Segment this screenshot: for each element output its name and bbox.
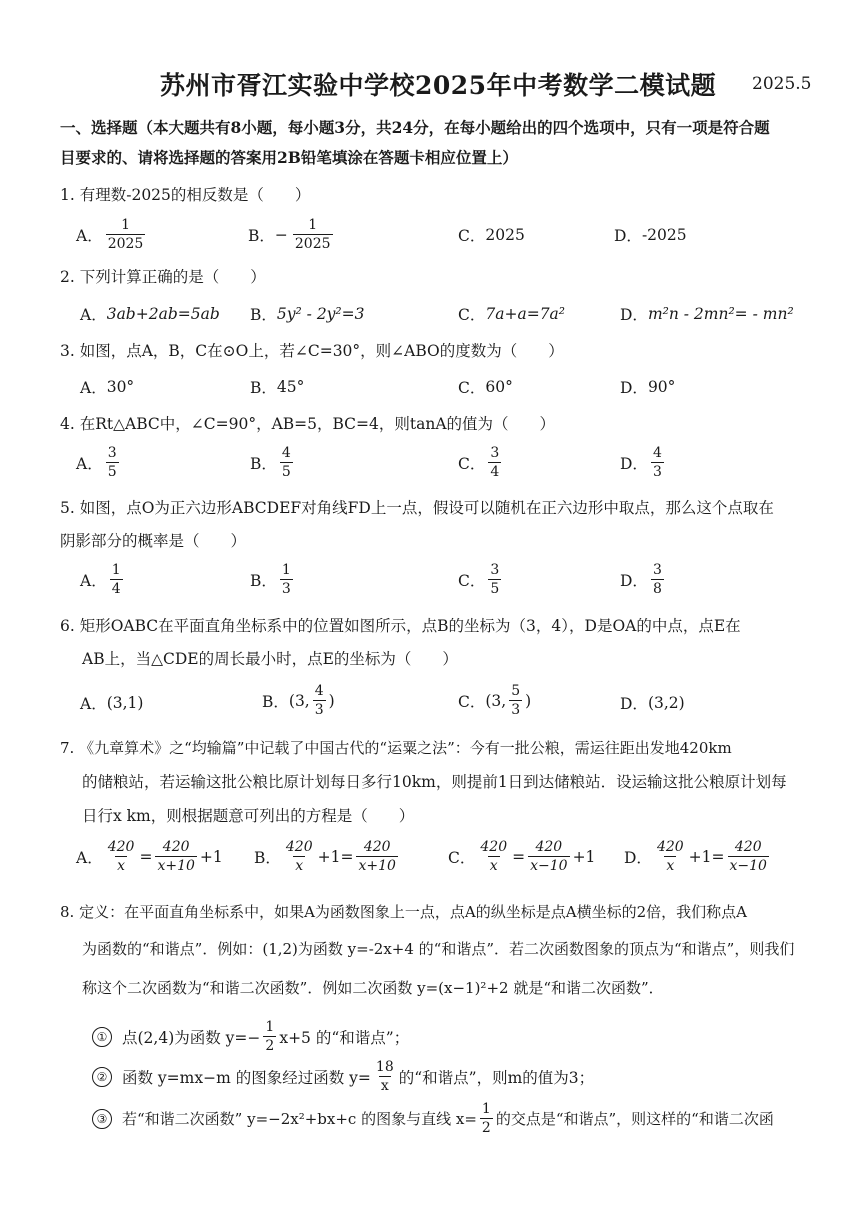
fraction	[280, 561, 293, 598]
option-label: A．	[76, 226, 103, 245]
q2-option-b[interactable]	[250, 303, 365, 325]
denominator: 5	[490, 581, 500, 597]
page-title: 苏州市胥江实验中学校2025年中考数学二模试题	[160, 71, 717, 100]
fraction	[263, 1018, 276, 1055]
coord-close: )	[525, 691, 532, 710]
option-text: 45°	[276, 378, 305, 396]
numerator: 3	[490, 562, 500, 578]
option-label: B．	[250, 306, 277, 324]
numerator: 3	[652, 562, 662, 578]
denominator: 3	[511, 702, 521, 718]
fraction	[155, 838, 196, 875]
q8-item-2	[92, 1058, 594, 1095]
option-label: C．	[458, 379, 486, 397]
option-label: B．	[250, 454, 277, 473]
section-header-line2: 目要求的、请将选择题的答案用2B铅笔填涂在答题卡相应位置上）	[60, 148, 518, 167]
numerator: 1	[481, 1101, 491, 1117]
option-label: A．	[80, 571, 107, 590]
fraction	[509, 682, 522, 719]
coord-open: (3,	[485, 691, 507, 710]
section-header-line1: 一、选择题（本大题共有8小题，每小题3分，共24分，在每小题给出的四个选项中，只有一项是符合题	[60, 118, 770, 137]
q6-stem-line2: AB上，当△CDE的周长最小时，点E的坐标为（ ）	[82, 650, 458, 668]
option-label: A．	[76, 848, 103, 867]
q7-option-d[interactable]	[624, 838, 772, 875]
fraction	[106, 444, 119, 481]
q6-option-a[interactable]	[80, 692, 143, 714]
numerator: 420	[535, 839, 563, 855]
operator: =	[512, 847, 526, 866]
numerator: 4	[314, 683, 324, 699]
denominator: 4	[490, 464, 500, 480]
q2-option-a[interactable]	[80, 303, 220, 325]
option-label: C．	[448, 848, 476, 867]
q5-option-c[interactable]	[458, 561, 504, 598]
fraction	[106, 838, 137, 875]
fraction	[655, 838, 686, 875]
option-text: 30°	[106, 378, 135, 396]
q4-option-c[interactable]	[458, 444, 504, 481]
q5-option-b[interactable]	[250, 561, 296, 598]
denominator: x−10	[729, 858, 767, 874]
option-text: 5y² - 2y²=3	[276, 305, 365, 323]
option-text: 2025	[485, 226, 525, 244]
option-label: C．	[458, 306, 486, 324]
q3-option-b[interactable]	[250, 376, 304, 398]
fraction	[478, 838, 509, 875]
option-text: 3ab+2ab=5ab	[106, 305, 220, 323]
minus-sign: −	[274, 225, 288, 244]
option-text: (3,2)	[647, 694, 685, 712]
fraction	[651, 444, 664, 481]
denominator: x	[666, 858, 675, 874]
q7-stem-line2: 的储粮站，若运输这批公粮比原计划每日多行10km，则提前1日到达储粮站．设运输这批公粮原计划每	[82, 773, 787, 791]
q4-option-d[interactable]	[620, 444, 667, 481]
denominator: 3	[281, 581, 291, 597]
denominator: 2	[481, 1120, 491, 1136]
numerator: 420	[480, 839, 508, 855]
q2-stem: 2. 下列计算正确的是（ ）	[60, 268, 266, 286]
option-label: D．	[620, 571, 648, 590]
fraction	[528, 838, 569, 875]
denominator: 5	[281, 464, 291, 480]
option-text: (3,1)	[106, 694, 144, 712]
q7-option-b[interactable]	[254, 838, 401, 875]
q5-option-a[interactable]	[80, 561, 126, 598]
denominator: 8	[652, 581, 662, 597]
q7-option-c[interactable]	[448, 838, 595, 875]
option-label: B．	[254, 848, 281, 867]
q5-stem-line1: 5. 如图，点O为正六边形ABCDEF对角线FD上一点，假设可以随机在正六边形中取点，那么这个点取在	[60, 499, 774, 517]
q2-option-c[interactable]	[458, 303, 565, 325]
denominator: x	[489, 858, 498, 874]
q1-option-a[interactable]	[76, 216, 148, 253]
q8-item-1	[92, 1018, 409, 1055]
option-label: C．	[458, 692, 486, 711]
q8-line1: 8. 定义：在平面直角坐标系中，如果A为函数图象上一点，点A的纵坐标是点A横坐标的2倍，我们称点A	[60, 903, 747, 921]
option-text: -2025	[641, 226, 687, 244]
denominator: x	[117, 858, 126, 874]
fraction	[284, 838, 315, 875]
denominator: x+10	[157, 858, 195, 874]
q6-option-d[interactable]	[620, 692, 685, 714]
q3-stem: 3. 如图，点A，B，C在⊙O上，若∠C=30°，则∠ABO的度数为（ ）	[60, 342, 564, 360]
circled-number: ③	[92, 1109, 112, 1129]
q1-option-d[interactable]	[614, 224, 687, 246]
numerator: 4	[281, 445, 291, 461]
operator: +1	[199, 847, 223, 866]
fraction	[356, 838, 397, 875]
option-label: C．	[458, 571, 486, 590]
operator: +1=	[317, 847, 354, 866]
option-label: D．	[620, 306, 648, 324]
q4-option-a[interactable]	[76, 444, 122, 481]
denominator: 3	[314, 702, 324, 718]
denominator: 2	[265, 1038, 275, 1054]
numerator: 5	[511, 683, 521, 699]
fraction	[488, 444, 501, 481]
fraction	[728, 838, 769, 875]
coord-open: (3,	[288, 691, 310, 710]
numerator: 420	[734, 839, 762, 855]
q6-option-c[interactable]	[458, 682, 531, 719]
fraction	[280, 444, 293, 481]
option-label: B．	[250, 379, 277, 397]
q2-option-d[interactable]	[620, 303, 794, 325]
option-text: m²n - 2mn²= - mn²	[647, 305, 794, 323]
numerator: 1	[308, 217, 318, 233]
circled-number: ①	[92, 1027, 112, 1047]
denominator: x	[295, 858, 304, 874]
q4-option-b[interactable]	[250, 444, 296, 481]
option-label: C．	[458, 454, 486, 473]
numerator: 3	[490, 445, 500, 461]
option-label: B．	[262, 692, 289, 711]
fraction	[110, 561, 123, 598]
numerator: 18	[375, 1059, 394, 1075]
option-label: A．	[76, 454, 103, 473]
q7-stem-line1: 7. 《九章算术》之“均输篇”中记载了中国古代的“运粟之法”：今有一批公粮，需运往距出发地420km	[60, 739, 732, 757]
q7-option-a[interactable]	[76, 838, 223, 875]
numerator: 1	[111, 562, 121, 578]
denominator: 2025	[294, 236, 331, 252]
q5-stem-line2: 阴影部分的概率是（ ）	[60, 532, 247, 550]
item-text-post: 的交点是“和谐点”，则这样的“和谐二次函	[495, 1110, 774, 1128]
denominator: 5	[107, 464, 117, 480]
option-label: A．	[80, 379, 107, 397]
operator: =	[139, 847, 153, 866]
denominator: 2025	[107, 236, 144, 252]
q8-line3: 称这个二次函数为“和谐二次函数”．例如二次函数 y=(x−1)²+2 就是“和谐二次函数”．	[82, 979, 664, 997]
numerator: 1	[265, 1019, 275, 1035]
fraction	[651, 561, 664, 598]
q5-option-d[interactable]	[620, 561, 667, 598]
q8-line2: 为函数的“和谐点”．例如：(1,2)为函数 y=-2x+4 的“和谐点”．若二次函数图象的顶点为“和谐点”，则我们	[82, 940, 795, 958]
item-text-pre: 若“和谐二次函数” y=−2x²+bx+c 的图象与直线 x=	[122, 1110, 477, 1128]
option-label: B．	[248, 226, 275, 245]
item-text-post: x+5 的“和谐点”；	[279, 1028, 410, 1047]
item-text-pre: 点(2,4)为函数 y=−	[122, 1028, 261, 1047]
fraction	[488, 561, 501, 598]
q1-stem: 1. 有理数-2025的相反数是（ ）	[60, 186, 311, 204]
option-label: A．	[80, 306, 107, 324]
q3-option-a[interactable]	[80, 376, 134, 398]
option-label: D．	[614, 227, 642, 245]
q1-option-b[interactable]	[248, 216, 336, 253]
item-text-post: 的“和谐点”，则m的值为3；	[398, 1068, 595, 1087]
option-label: C．	[458, 227, 486, 245]
exam-date: 2025.5	[752, 74, 812, 94]
fraction	[313, 682, 326, 719]
numerator: 420	[363, 839, 391, 855]
q3-option-d[interactable]	[620, 376, 675, 398]
numerator: 420	[656, 839, 684, 855]
option-text: 90°	[647, 378, 676, 396]
fraction	[480, 1100, 493, 1137]
q3-option-c[interactable]	[458, 376, 513, 398]
title-row	[0, 66, 860, 106]
denominator: 4	[111, 581, 121, 597]
numerator: 420	[107, 839, 135, 855]
coord-close: )	[328, 691, 335, 710]
operator: +1=	[688, 847, 725, 866]
option-label: A．	[80, 695, 107, 713]
option-label: D．	[620, 379, 648, 397]
numerator: 4	[652, 445, 662, 461]
denominator: x−10	[530, 858, 568, 874]
numerator: 1	[281, 562, 291, 578]
option-text: 7a+a=7a²	[485, 305, 566, 323]
option-label: D．	[620, 695, 648, 713]
numerator: 3	[107, 445, 117, 461]
numerator: 420	[162, 839, 190, 855]
denominator: 3	[652, 464, 662, 480]
option-label: D．	[624, 848, 652, 867]
q7-stem-line3: 日行x km，则根据题意可列出的方程是（ ）	[82, 807, 415, 825]
option-label: B．	[250, 571, 277, 590]
operator: +1	[572, 847, 596, 866]
fraction	[374, 1058, 396, 1095]
fraction	[106, 216, 146, 253]
option-label: D．	[620, 454, 648, 473]
fraction	[293, 216, 333, 253]
q1-option-c[interactable]	[458, 224, 525, 246]
q6-option-b[interactable]	[262, 682, 335, 719]
circled-number: ②	[92, 1067, 112, 1087]
item-text-pre: 函数 y=mx−m 的图象经过函数 y=	[122, 1068, 371, 1087]
denominator: x+10	[358, 858, 396, 874]
numerator: 420	[285, 839, 313, 855]
numerator: 1	[121, 217, 130, 233]
q4-stem: 4. 在Rt△ABC中，∠C=90°，AB=5，BC=4，则tanA的值为（ ）	[60, 415, 556, 433]
q6-stem-line1: 6. 矩形OABC在平面直角坐标系中的位置如图所示，点B的坐标为（3，4），D是OA的中点，点E在	[60, 617, 741, 635]
option-text: 60°	[485, 378, 513, 396]
q8-item-3	[92, 1100, 774, 1137]
denominator: x	[380, 1078, 389, 1094]
